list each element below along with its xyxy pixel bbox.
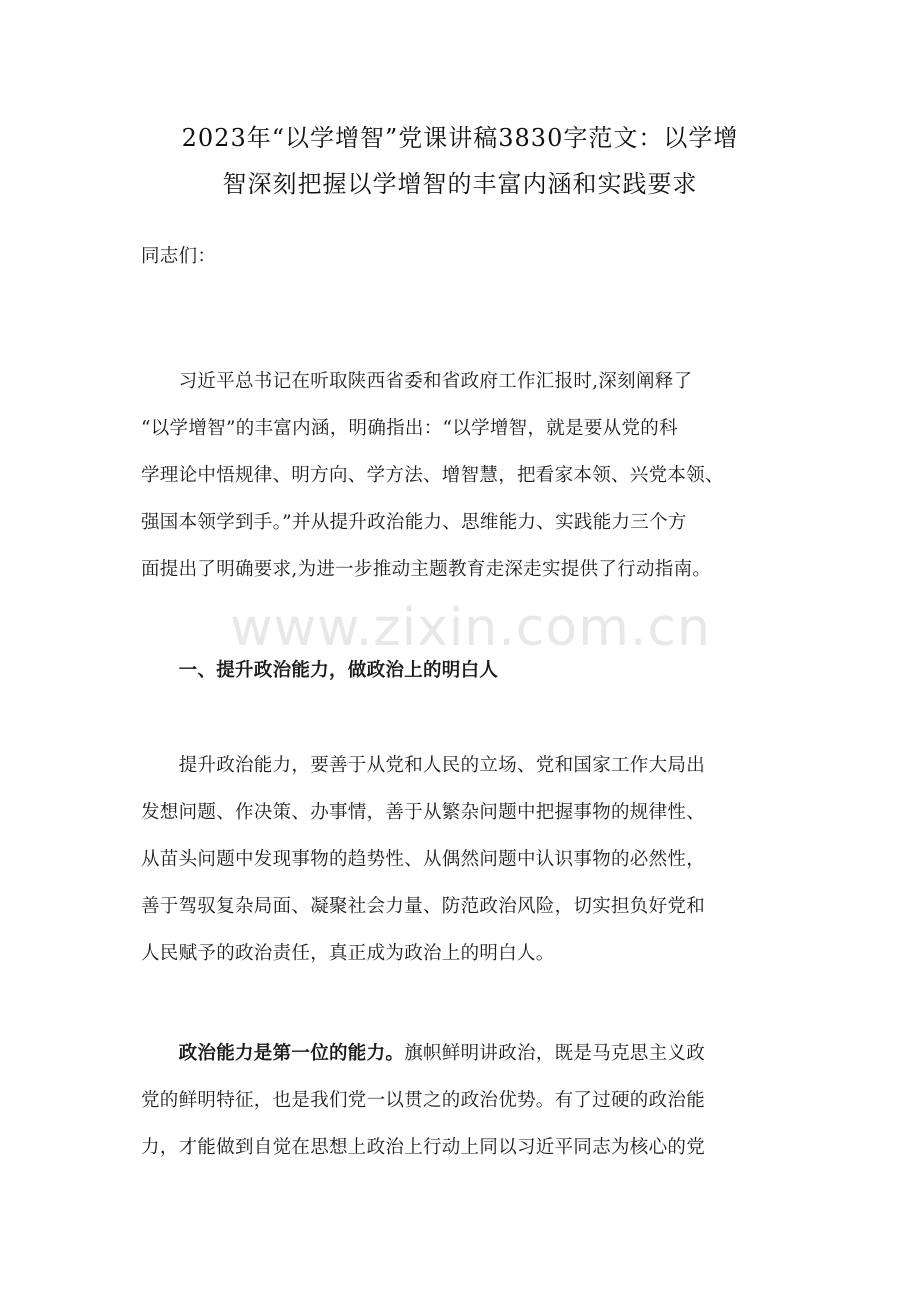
paragraph-2-line: 提升政治能力，要善于从党和人民的立场、党和国家工作大局出 bbox=[141, 755, 706, 776]
paragraph-2-line: 人民赋予的政治责任，真正成为政治上的明白人。 bbox=[141, 943, 555, 964]
section-heading-1: 一、提升政治能力，做政治上的明白人 bbox=[141, 660, 499, 681]
paragraph-3-line: 力，才能做到自觉在思想上政治上行动上同以习近平同志为核心的党 bbox=[141, 1137, 706, 1158]
paragraph-3-text: 旗帜鲜明讲政治，既是马克思主义政 bbox=[404, 1043, 706, 1064]
paragraph-3-lead-sentence: 政治能力是第一位的能力。 bbox=[141, 1043, 405, 1064]
document-title-line-1: 2023年“以学增智”党课讲稿3830字范文：以学增 bbox=[181, 124, 739, 152]
paragraph-1-line: 习近平总书记在听取陕西省委和省政府工作汇报时,深刻阐释了 bbox=[141, 371, 693, 392]
paragraph-2-line: 从苗头问题中发现事物的趋势性、从偶然问题中认识事物的必然性， bbox=[141, 849, 706, 870]
salutation: 同志们： bbox=[141, 246, 217, 267]
paragraph-3-line: 党的鲜明特征，也是我们党一以贯之的政治优势。有了过硬的政治能 bbox=[141, 1090, 706, 1111]
paragraph-3-line bbox=[141, 1039, 705, 1065]
paragraph-1-line: 学理论中悟规律、明方向、学方法、增智慧，把看家本领、兴党本领、 bbox=[141, 465, 724, 486]
paragraph-2-line: 善于驾驭复杂局面、凝聚社会力量、防范政治风险，切实担负好党和 bbox=[141, 896, 706, 917]
watermark: www.zixin.com.cn bbox=[230, 598, 711, 658]
paragraph-1-line: 强国本领学到手。”并从提升政治能力、思维能力、实践能力三个方 bbox=[141, 512, 687, 533]
paragraph-1-line: “以学增智”的丰富内涵，明确指出：“以学增智，就是要从党的科 bbox=[141, 418, 678, 439]
document-title-line-2: 智深刻把握以学增智的丰富内涵和实践要求 bbox=[222, 170, 698, 198]
paragraph-1-line: 面提出了明确要求,为进一步推动主题教育走深走实提供了行动指南。 bbox=[141, 559, 712, 580]
paragraph-2-line: 发想问题、作决策、办事情，善于从繁杂问题中把握事物的规律性、 bbox=[141, 802, 706, 823]
